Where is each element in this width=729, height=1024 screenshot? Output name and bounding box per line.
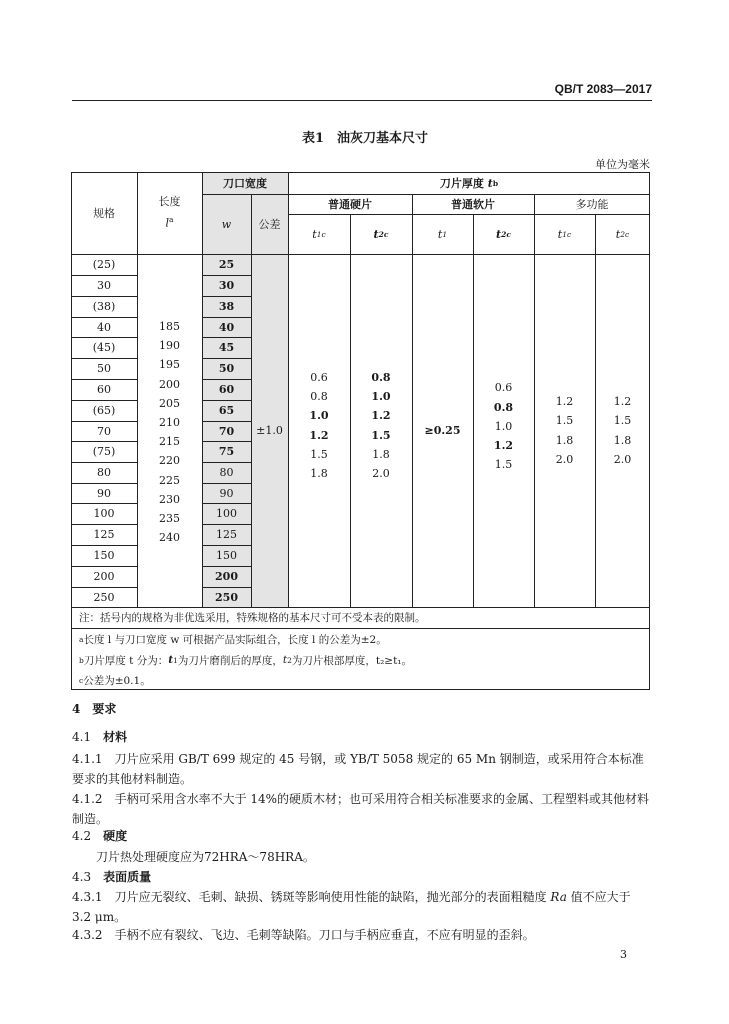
soft-t2-value: 1.2 <box>493 439 514 453</box>
width-cell: 80 <box>219 466 234 479</box>
row-line <box>71 587 137 588</box>
header-hard: 普通硬片 <box>328 198 372 211</box>
header-edge-width: 刀口宽度 <box>223 177 267 190</box>
width-cell: 125 <box>216 528 237 541</box>
row-line <box>71 483 137 484</box>
header-soft-t2: t 2 c <box>496 227 511 241</box>
width-cell: 30 <box>218 279 235 292</box>
header-line <box>288 214 650 215</box>
hard-t2-value: 2.0 <box>372 466 390 480</box>
footnote-b-t2: t <box>282 654 288 666</box>
row-line <box>202 337 251 338</box>
spec-cell: (75) <box>92 445 116 458</box>
tolerance-value: ±1.0 <box>256 424 283 437</box>
multi-t2-value: 1.8 <box>613 433 632 447</box>
width-cell: 200 <box>215 570 238 583</box>
soft-t2-value: 1.5 <box>494 458 513 472</box>
multi-t2-value: 1.5 <box>613 414 632 428</box>
spec-cell: 100 <box>93 507 115 520</box>
row-line <box>71 545 137 546</box>
footnote-b-t1: t <box>168 654 174 666</box>
header-rule <box>72 100 652 101</box>
section-4-2-heading <box>72 827 127 844</box>
header-hard-t1: t 1 c <box>312 227 326 241</box>
spec-cell: 50 <box>97 362 111 375</box>
width-cell: 70 <box>218 424 235 438</box>
section-4-2-text: 刀片热处理硬度应为72HRA～78HRA。 <box>96 850 315 864</box>
table-title: 表1 油灰刀基本尺寸 <box>301 131 429 146</box>
header-length <box>137 172 202 254</box>
section-4-1-1-text: 刀片应采用 GB/T 699 规定的 45 号钢，或 YB/T 5058 规定的 65 Mn 钢制造，或采用符合本标准要求的其他材料制造。 <box>72 752 644 786</box>
spec-cell: 70 <box>97 424 111 438</box>
width-cell: 90 <box>219 486 234 500</box>
section-4-heading <box>72 700 116 717</box>
section-4-3-title: 表面质量 <box>103 870 152 884</box>
section-4-3-1 <box>72 887 652 927</box>
width-cell: 45 <box>218 341 235 354</box>
hard-t2-value: 1.5 <box>371 428 391 442</box>
row-line <box>202 296 251 297</box>
section-4-3-2 <box>72 925 652 945</box>
row-line <box>71 337 137 338</box>
multi-t1-value: 1.8 <box>555 433 574 447</box>
section-4-1-heading <box>72 728 127 745</box>
length-value: 185 <box>159 320 180 333</box>
width-cell: 38 <box>218 300 235 313</box>
hard-t2-value: 0.8 <box>371 370 391 384</box>
table-border-right <box>649 172 650 690</box>
width-cell: 60 <box>218 383 235 396</box>
section-4-2-number: 4.2 <box>72 829 92 843</box>
hard-t1-value: 1.0 <box>309 409 329 423</box>
table-border-top <box>71 172 650 173</box>
dimensions-table <box>71 172 650 690</box>
unit-label: 单位为毫米 <box>595 158 650 171</box>
row-line <box>202 566 251 567</box>
col-line <box>473 214 474 607</box>
row-line <box>202 462 251 463</box>
section-4-3-number: 4.3 <box>72 870 92 884</box>
row-line <box>71 421 137 422</box>
header-multi-t2: t 2 c <box>615 227 630 241</box>
section-4-3-1-ra: Ra <box>550 890 567 904</box>
hard-t2-value: 1.2 <box>371 409 391 423</box>
length-value: 220 <box>159 454 180 468</box>
hard-t1-value: 0.6 <box>310 370 328 384</box>
header-thickness-sup: b <box>492 178 499 188</box>
row-line <box>202 545 251 546</box>
width-cell: 75 <box>218 445 235 458</box>
header-length-sup: a <box>169 215 174 225</box>
row-line <box>202 400 251 401</box>
row-line <box>202 503 251 504</box>
note-line <box>71 607 650 608</box>
header-multi: 多功能 <box>575 198 609 211</box>
header-spec: 规格 <box>93 207 115 220</box>
footnote-a-mark: a <box>79 634 84 644</box>
section-4-title: 要求 <box>92 702 117 716</box>
section-4-1-2 <box>72 789 652 829</box>
table-border-bottom <box>71 689 650 690</box>
length-value: 195 <box>159 358 180 372</box>
multi-t2-value: 1.2 <box>613 395 632 409</box>
section-4-number: 4 <box>72 702 81 716</box>
multi-t1-value: 2.0 <box>555 452 574 466</box>
page-number: 3 <box>620 948 627 961</box>
header-tolerance: 公差 <box>258 218 281 231</box>
hard-t1-value: 1.8 <box>310 466 328 480</box>
footnote-b-post: 为刀片根部厚度，t₂≥t₁。 <box>291 654 413 667</box>
header-soft: 普通软片 <box>451 198 495 211</box>
soft-t1-value: ≥0.25 <box>424 424 461 437</box>
table-note-main: 注：括号内的规格为非优选采用，特殊规格的基本尺寸可不受本表的限制。 <box>79 612 426 624</box>
length-values <box>137 317 202 557</box>
spec-cell: (45) <box>92 341 116 354</box>
header-edge-width-symbol: w <box>221 217 232 231</box>
row-line <box>71 441 137 442</box>
standard-code: QB/T 2083—2017 <box>554 82 652 96</box>
header-multi-t1: t 1 c <box>557 227 572 241</box>
spec-cell: (38) <box>92 300 116 313</box>
width-cell: 50 <box>218 362 235 375</box>
row-line <box>202 379 251 380</box>
col-line <box>595 214 596 607</box>
row-line <box>202 317 251 318</box>
hard-t1-value: 1.5 <box>310 447 328 461</box>
soft-t2-values <box>473 254 534 607</box>
section-4-1-2-number: 4.1.2 <box>72 792 103 806</box>
row-line <box>71 503 137 504</box>
multi-t1-value: 1.5 <box>555 414 574 428</box>
table-footnote-a <box>79 628 387 650</box>
row-line <box>202 524 251 525</box>
length-value: 210 <box>159 416 180 430</box>
length-value: 200 <box>159 377 180 391</box>
width-cell: 65 <box>218 404 235 417</box>
footnote-c-mark: c <box>79 675 84 685</box>
section-4-1-1 <box>72 749 652 789</box>
section-4-3-heading <box>72 868 151 885</box>
section-4-2-title: 硬度 <box>103 829 128 843</box>
section-4-3-1-text-post: 值不应大于 3.2 μm。 <box>72 890 631 924</box>
row-line <box>71 400 137 401</box>
section-4-1-title: 材料 <box>103 730 128 744</box>
row-line <box>71 317 137 318</box>
footnote-b-mark: b <box>79 655 84 665</box>
spec-cell: 200 <box>93 570 115 583</box>
header-line <box>71 254 650 255</box>
section-4-3-1-text-pre: 刀片应无裂纹、毛刺、缺损、锈斑等影响使用性能的缺陷，抛光部分的表面粗糙度 <box>114 890 551 904</box>
section-4-3-2-number: 4.3.2 <box>72 928 103 942</box>
spec-cell: 150 <box>93 549 115 562</box>
spec-cell: (25) <box>92 258 116 271</box>
col-line <box>137 172 138 607</box>
row-line <box>71 296 137 297</box>
spec-cell: 60 <box>97 383 111 396</box>
width-cell: 100 <box>216 507 237 520</box>
spec-cell: 30 <box>97 279 111 292</box>
spec-cell: (65) <box>92 404 116 417</box>
section-4-3-1-number: 4.3.1 <box>72 890 103 904</box>
col-line <box>412 194 413 607</box>
hard-t1-values <box>288 254 350 607</box>
note-line <box>71 628 650 629</box>
length-value: 225 <box>159 473 180 487</box>
row-line <box>202 358 251 359</box>
hard-t2-value: 1.8 <box>372 447 390 461</box>
length-value: 190 <box>159 339 180 353</box>
row-line <box>71 524 137 525</box>
length-value: 215 <box>159 435 180 449</box>
multi-t2-values <box>595 254 650 607</box>
hard-t2-values <box>350 254 412 607</box>
width-cell: 250 <box>215 590 238 604</box>
footnote-b-t1-sub: 1 <box>173 655 178 665</box>
table-footnote-c <box>79 670 151 690</box>
length-value: 230 <box>159 492 180 506</box>
length-value: 235 <box>159 512 180 526</box>
soft-t2-value: 1.0 <box>494 419 513 433</box>
header-thickness-symbol: t <box>487 176 493 190</box>
header-hard-t2: t 2 c <box>373 227 389 241</box>
header-thickness <box>288 172 650 194</box>
row-line <box>71 379 137 380</box>
header-length-symbol-wrap <box>165 211 173 233</box>
header-length-label: 长度 <box>158 195 181 209</box>
width-cell: 40 <box>218 320 235 334</box>
row-line <box>71 462 137 463</box>
row-line <box>71 275 137 276</box>
spec-cell: 125 <box>93 528 115 541</box>
spec-cell: 90 <box>97 486 111 500</box>
multi-t1-values <box>534 254 595 607</box>
header-length-symbol: l <box>165 216 170 230</box>
hard-t1-value: 1.2 <box>309 428 329 442</box>
col-line <box>202 172 203 607</box>
footnote-b-mid: 为刀片磨削后的厚度， <box>177 654 283 667</box>
spec-cell: 80 <box>97 466 111 479</box>
col-line <box>534 194 535 607</box>
soft-t2-value: 0.8 <box>493 400 514 414</box>
section-4-1-2-text: 手柄可采用含水率不大于 14%的硬质木材；也可采用符合相关标准要求的金属、工程塑料或其他材料制造。 <box>72 792 650 826</box>
hard-t2-value: 1.0 <box>371 390 391 404</box>
hard-t1-value: 0.8 <box>310 390 328 404</box>
table-footnote-b <box>79 650 412 670</box>
row-line <box>202 441 251 442</box>
soft-t2-value: 0.6 <box>494 381 513 395</box>
width-cell: 150 <box>216 549 237 562</box>
spec-cell: 250 <box>93 590 115 604</box>
header-thickness-label: 刀片厚度 <box>439 177 484 190</box>
length-value: 205 <box>159 396 180 410</box>
col-line <box>288 172 289 607</box>
row-line <box>202 483 251 484</box>
spec-cell: 40 <box>97 320 111 334</box>
multi-t1-value: 1.2 <box>555 395 574 409</box>
table-border-left <box>71 172 72 690</box>
col-line <box>251 194 252 607</box>
row-line <box>202 421 251 422</box>
length-value: 240 <box>159 531 180 545</box>
multi-t2-value: 2.0 <box>613 452 632 466</box>
section-4-3-2-text: 手柄不应有裂纹、飞边、毛刺等缺陷。刀口与手柄应垂直，不应有明显的歪斜。 <box>114 928 535 942</box>
section-4-1-1-number: 4.1.1 <box>72 752 103 766</box>
header-line <box>202 194 650 195</box>
section-4-1-number: 4.1 <box>72 730 92 744</box>
footnote-c-text: 公差为±0.1。 <box>83 674 151 687</box>
row-line <box>202 275 251 276</box>
footnote-b-t2-sub: 2 <box>287 655 292 665</box>
width-cell: 25 <box>218 258 235 271</box>
row-line <box>202 587 251 588</box>
footnote-b-pre: 刀片厚度 t 分为： <box>83 654 169 667</box>
row-line <box>71 358 137 359</box>
row-line <box>71 566 137 567</box>
col-line <box>350 214 351 607</box>
footnote-a-text: 长度 l 与刀口宽度 w 可根据产品实际组合，长度 l 的公差为±2。 <box>83 633 387 646</box>
header-soft-t1: t 1 <box>437 227 448 241</box>
